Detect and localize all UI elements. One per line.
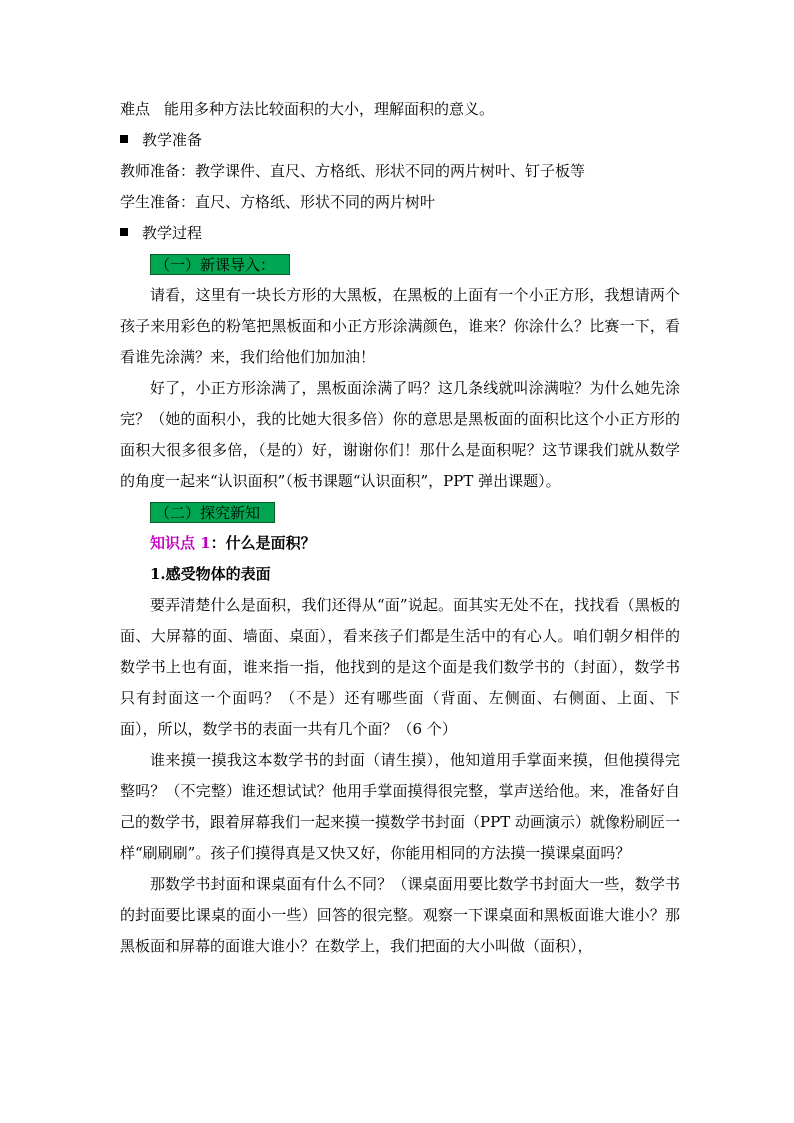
difficulty-label: 难点 xyxy=(120,100,151,118)
teacher-prep: 教师准备：教学课件、直尺、方格纸、形状不同的两片树叶、钉子板等 xyxy=(120,162,586,180)
knowledge-point-title: ：什么是面积？ xyxy=(210,534,316,552)
prep-heading xyxy=(120,125,680,156)
section-1-tag: （一）新课导入： xyxy=(150,254,290,275)
paragraph-touch-text: 谁来摸一摸我这本数学书的封面（请生摸），他知道用手掌面来摸，但他摸得完整吗？（不完整）谁还想试试？他用手掌面摸得很完整，掌声送给他。来，准备好自己的数学书，跟着屏幕我们一起来摸一摸数学书封面（PPT 动画演示）就像粉刷匠一样“刷刷刷”。孩子们摸得真是又快又好，你能用相同的方法摸一摸课桌面吗？ xyxy=(120,751,680,862)
process-heading xyxy=(120,218,680,249)
paragraph-surface-text: 要弄清楚什么是面积，我们还得从“面”说起。面其实无处不在，找找看（黑板的面、大屏幕的面、墙面、桌面），看来孩子们都是生活中的有心人。咱们朝夕相伴的数学书上也有面，谁来指一指，他找到的是这个面是我们数学书的（封面），数学书只有封面这一个面吗？（不是）还有哪些面（背面、左侧面、右侧面、上面、下面），所以，数学书的表面一共有几个面？（6 个） xyxy=(120,596,680,738)
subheading-1: 1.感受物体的表面 xyxy=(150,565,271,583)
section-1-heading xyxy=(120,249,680,280)
square-bullet-icon xyxy=(120,228,128,236)
paragraph-compare-text: 那数学书封面和课桌面有什么不同？（课桌面用要比数学书封面大一些，数学书的封面要比课桌的面小一些）回答的很完整。观察一下课桌面和黑板面谁大谁小？那黑板面和屏幕的面谁大谁小？在数学上，我们把面的大小叫做（面积）， xyxy=(120,875,680,955)
section-2-heading xyxy=(120,497,680,528)
paragraph-surface xyxy=(120,590,680,745)
prep-heading-text: 教学准备 xyxy=(142,131,203,149)
paragraph-intro-2 xyxy=(120,373,680,497)
difficulty-text: 能用多种方法比较面积的大小，理解面积的意义。 xyxy=(164,100,495,118)
square-bullet-icon xyxy=(120,135,128,143)
student-prep: 学生准备：直尺、方格纸、形状不同的两片树叶 xyxy=(120,193,436,211)
paragraph-intro-2-text: 好了，小正方形涂满了，黑板面涂满了吗？这几条线就叫涂满啦？为什么她先涂完？（她的面积小，我的比她大很多倍）你的意思是黑板面的面积比这个小正方形的面积大很多很多倍，（是的）好，谢谢你们！那什么是面积呢？这节课我们就从数学的角度一起来“认识面积”（板书课题“认识面积”，PPT 弹出课题）。 xyxy=(120,379,680,490)
difficulty-line xyxy=(120,94,680,125)
paragraph-intro xyxy=(120,280,680,373)
paragraph-intro-text: 请看，这里有一块长方形的大黑板，在黑板的上面有一个小正方形，我想请两个孩子来用彩色的粉笔把黑板面和小正方形涂满颜色，谁来？你涂什么？比赛一下，看看谁先涂满？来，我们给他们加加油！ xyxy=(120,286,680,366)
process-heading-text: 教学过程 xyxy=(142,224,203,242)
paragraph-touch xyxy=(120,745,680,869)
paragraph-compare xyxy=(120,869,680,962)
section-2-tag: （二）探究新知 xyxy=(150,502,275,523)
knowledge-point-label: 知识点 1 xyxy=(150,534,211,552)
knowledge-point-1 xyxy=(120,528,680,559)
document-body xyxy=(120,94,680,962)
